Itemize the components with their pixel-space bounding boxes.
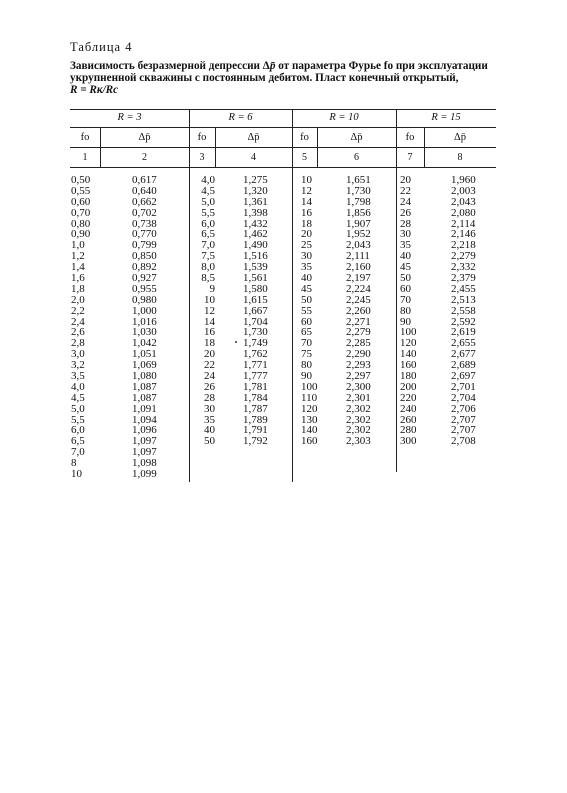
table-cell: 5,5 <box>71 413 85 426</box>
table-cell: 2,279 <box>451 250 476 263</box>
table-cell: 70 <box>301 337 312 350</box>
table-rule-top <box>70 109 496 110</box>
table-cell: 1,762 <box>243 348 268 361</box>
table-cell: 2,003 <box>451 184 476 197</box>
table-cell: 1,856 <box>346 206 371 219</box>
table-cell: 2,293 <box>346 359 371 372</box>
table-cell: 0,799 <box>132 239 157 252</box>
table-cell: 1,781 <box>243 380 268 393</box>
group-header-r3: R = 3 <box>117 112 142 123</box>
table-cell: 22 <box>400 184 411 197</box>
table-cell: 40 <box>400 250 411 263</box>
table-cell: 260 <box>400 413 417 426</box>
table-cell: 2,301 <box>346 391 371 404</box>
table-cell: 1,4 <box>71 261 85 274</box>
table-cell: 2,332 <box>451 261 476 274</box>
table-cell: 4,5 <box>201 184 215 197</box>
column-fo-r3 <box>71 175 101 480</box>
table-cell: 100 <box>400 326 417 339</box>
table-cell: 220 <box>400 391 417 404</box>
table-cell: 1,398 <box>243 206 268 219</box>
col-number-5: 5 <box>302 152 307 163</box>
table-cell: 10 <box>71 468 82 481</box>
table-cell: 2,146 <box>451 228 476 241</box>
table-label: Таблица 4 <box>70 40 133 54</box>
col-number-1: 1 <box>82 152 88 163</box>
table-cell: 100 <box>301 380 318 393</box>
subheader-fo-1: fo <box>80 132 90 143</box>
table-cell: 1,091 <box>132 402 157 415</box>
table-cell: 1,952 <box>346 228 371 241</box>
table-cell: 1,749 <box>243 337 268 350</box>
table-cell: 30 <box>204 402 215 415</box>
col-number-4: 4 <box>251 152 256 163</box>
table-cell: 1,097 <box>132 446 157 459</box>
table-cell: 1,792 <box>243 435 268 448</box>
table-cell: 35 <box>204 413 215 426</box>
table-cell: 2,114 <box>451 217 476 230</box>
table-cell: 1,787 <box>243 402 268 415</box>
table-cell: 2,271 <box>346 315 371 328</box>
table-cell: 5,0 <box>201 195 215 208</box>
table-cell: 2,677 <box>451 348 476 361</box>
table-cell: 280 <box>400 424 417 437</box>
table-cell: 2,043 <box>451 195 476 208</box>
table-cell: 160 <box>301 435 318 448</box>
table-cell: 2,655 <box>451 337 476 350</box>
table-cell: 0,70 <box>71 206 91 219</box>
table-cell: 1,561 <box>243 272 268 285</box>
group-header-r15: R = 15 <box>431 112 461 123</box>
table-cell: 1,361 <box>243 195 268 208</box>
table-cell: 0,617 <box>132 174 157 186</box>
table-cell: 2,2 <box>71 304 85 317</box>
table-cell: 0,662 <box>132 195 157 208</box>
table-cell: 8,5 <box>201 272 215 285</box>
table-cell: 2,379 <box>451 272 476 285</box>
table-cell: 2,160 <box>346 261 371 274</box>
col-number-7: 7 <box>407 152 413 163</box>
caption-line2: укрупненной скважины с постоянным дебитом. Пласт конечный открытый, <box>70 72 459 84</box>
stray-mark <box>235 341 237 343</box>
table-cell: 30 <box>301 250 312 263</box>
table-cell: 20 <box>400 174 411 186</box>
table-cell: 1,777 <box>243 370 268 383</box>
table-cell: 50 <box>400 272 411 285</box>
table-cell: 6,5 <box>201 228 215 241</box>
table-cell: 0,60 <box>71 195 91 208</box>
column-dp-r6 <box>243 175 288 447</box>
table-cell: 2,708 <box>451 435 476 448</box>
table-cell: 9 <box>209 282 215 295</box>
table-cell: 2,218 <box>451 239 476 252</box>
table-cell: 8,0 <box>201 261 215 274</box>
table-cell: 6,0 <box>201 217 215 230</box>
table-cell: 30 <box>400 228 411 241</box>
table-cell: 0,980 <box>132 293 157 306</box>
table-cell: 1,432 <box>243 217 268 230</box>
table-cell: 2,302 <box>346 402 371 415</box>
table-cell: 65 <box>301 326 312 339</box>
table-cell: 2,260 <box>346 304 371 317</box>
subheader-dp-3: Δp̄ <box>350 132 363 143</box>
table-cell: 240 <box>400 402 417 415</box>
table-cell: 200 <box>400 380 417 393</box>
table-cell: 55 <box>301 304 312 317</box>
table-caption <box>70 60 496 96</box>
table-cell: 1,771 <box>243 359 268 372</box>
table-cell: 24 <box>400 195 411 208</box>
table-cell: 160 <box>400 359 417 372</box>
table-cell: 1,016 <box>132 315 157 328</box>
table-cell: 7,0 <box>201 239 215 252</box>
table-cell: 80 <box>301 359 312 372</box>
table-cell: 7,0 <box>71 446 85 459</box>
table-cell: 1,798 <box>346 195 371 208</box>
table-cell: 0,640 <box>132 184 157 197</box>
table-cell: 1,099 <box>132 468 157 481</box>
table-cell: 1,960 <box>451 174 476 186</box>
table-cell: 2,619 <box>451 326 476 339</box>
table-cell: 22 <box>204 359 215 372</box>
table-cell: 50 <box>301 293 312 306</box>
table-cell: 20 <box>301 228 312 241</box>
table-cell: 2,224 <box>346 282 371 295</box>
table-cell: 2,6 <box>71 326 85 339</box>
table-cell: 0,55 <box>71 184 91 197</box>
table-cell: 2,111 <box>346 250 370 263</box>
table-cell: 3,5 <box>71 370 85 383</box>
column-dp-r15 <box>451 175 496 447</box>
table-cell: 26 <box>204 380 215 393</box>
table-cell: 16 <box>204 326 215 339</box>
table-cell: 2,4 <box>71 315 85 328</box>
table-cell: 80 <box>400 304 411 317</box>
table-cell: 3,2 <box>71 359 85 372</box>
table-cell: 1,000 <box>132 304 157 317</box>
table-cell: 1,462 <box>243 228 268 241</box>
table-cell: 2,302 <box>346 413 371 426</box>
subheader-dp-4: Δp̄ <box>453 132 466 143</box>
group-header-r6: R = 6 <box>228 112 253 123</box>
table-cell: 1,030 <box>132 326 157 339</box>
subheader-dp-1: Δp̄ <box>138 132 151 143</box>
table-cell: 1,275 <box>243 174 268 186</box>
table-cell: 4,0 <box>201 174 215 186</box>
table-cell: 120 <box>301 402 318 415</box>
subheader-fo-2: fo <box>197 132 207 143</box>
table-cell: 20 <box>204 348 215 361</box>
table-cell: 4,5 <box>71 391 85 404</box>
table-cell: 0,955 <box>132 282 157 295</box>
table-cell: 6,0 <box>71 424 85 437</box>
table-cell: 2,701 <box>451 380 476 393</box>
table-cell: 2,8 <box>71 337 85 350</box>
table-cell: 1,667 <box>243 304 268 317</box>
subheader-fo-3: fo <box>300 132 309 143</box>
table-cell: 45 <box>400 261 411 274</box>
table-cell: 2,300 <box>346 380 371 393</box>
table-cell: 2,290 <box>346 348 371 361</box>
table-cell: 5,0 <box>71 402 85 415</box>
table-cell: 1,2 <box>71 250 85 263</box>
table-cell: 26 <box>400 206 411 219</box>
column-fo-r10 <box>301 175 327 447</box>
table-cell: 1,730 <box>346 184 371 197</box>
table-cell: 12 <box>301 184 312 197</box>
table-cell: 1,6 <box>71 272 85 285</box>
table-cell: 70 <box>400 293 411 306</box>
table-cell: 140 <box>400 348 417 361</box>
table-cell: 10 <box>301 174 312 186</box>
table-cell: 2,303 <box>346 435 371 448</box>
table-cell: 1,080 <box>132 370 157 383</box>
table-cell: 2,285 <box>346 337 371 350</box>
table-cell: 130 <box>301 413 318 426</box>
table-cell: 2,689 <box>451 359 476 372</box>
column-dp-r3 <box>132 175 177 480</box>
table-cell: 1,516 <box>243 250 268 263</box>
table-cell: 24 <box>204 370 215 383</box>
table-cell: 0,770 <box>132 228 157 241</box>
table-cell: 0,90 <box>71 228 91 241</box>
table-cell: 2,279 <box>346 326 371 339</box>
table-cell: 14 <box>301 195 312 208</box>
table-cell: 0,738 <box>132 217 157 230</box>
table-cell: 90 <box>400 315 411 328</box>
table-cell: 1,490 <box>243 239 268 252</box>
table-cell: 1,098 <box>132 457 157 470</box>
table-cell: 1,539 <box>243 261 268 274</box>
col-number-3: 3 <box>199 152 205 163</box>
table-cell: 1,704 <box>243 315 268 328</box>
table-cell: 2,706 <box>451 402 476 415</box>
table-cell: 1,094 <box>132 413 157 426</box>
table-cell: 1,791 <box>243 424 268 437</box>
table-cell: 18 <box>204 337 215 350</box>
table-cell: 1,320 <box>243 184 268 197</box>
table-cell: 8 <box>71 457 77 470</box>
table-cell: 1,8 <box>71 282 85 295</box>
table-cell: 40 <box>301 272 312 285</box>
table-rule-numbers <box>70 167 496 168</box>
table-cell: 60 <box>400 282 411 295</box>
table-cell: 2,245 <box>346 293 371 306</box>
subheader-dp-2: Δp̄ <box>247 132 260 143</box>
table-cell: 1,0 <box>71 239 85 252</box>
table-cell: 45 <box>301 282 312 295</box>
table-cell: 2,197 <box>346 272 371 285</box>
table-cell: 0,892 <box>132 261 157 274</box>
table-cell: 1,069 <box>132 359 157 372</box>
table-cell: 18 <box>301 217 312 230</box>
table-cell: 300 <box>400 435 417 448</box>
table-cell: 1,087 <box>132 391 157 404</box>
table-cell: 4,0 <box>71 380 85 393</box>
table-cell: 2,592 <box>451 315 476 328</box>
table-cell: 1,651 <box>346 174 371 186</box>
table-cell: 2,297 <box>346 370 371 383</box>
table-cell: 3,0 <box>71 348 85 361</box>
table-cell: 2,513 <box>451 293 476 306</box>
table-cell: 1,907 <box>346 217 371 230</box>
table-cell: 1,580 <box>243 282 268 295</box>
group-header-r10: R = 10 <box>329 112 359 123</box>
table-cell: 0,927 <box>132 272 157 285</box>
table-cell: 25 <box>301 239 312 252</box>
table-cell: 140 <box>301 424 318 437</box>
table-cell: 1,087 <box>132 380 157 393</box>
table-cell: 90 <box>301 370 312 383</box>
table-cell: 110 <box>301 391 318 404</box>
table-cell: 0,702 <box>132 206 157 219</box>
table-cell: 60 <box>301 315 312 328</box>
table-cell: 6,5 <box>71 435 85 448</box>
table-cell: 35 <box>400 239 411 252</box>
table-cell: 0,80 <box>71 217 91 230</box>
table-cell: 1,730 <box>243 326 268 339</box>
table-cell: 0,850 <box>132 250 157 263</box>
table-cell: 2,455 <box>451 282 476 295</box>
column-dp-r10 <box>346 175 391 447</box>
table-cell: 7,5 <box>201 250 215 263</box>
column-fo-r15 <box>400 175 426 447</box>
table-cell: 40 <box>204 424 215 437</box>
column-fo-r6 <box>191 175 215 447</box>
table-divider-1 <box>189 109 190 482</box>
table-cell: 5,5 <box>201 206 215 219</box>
table-rule-subheaders <box>70 147 496 148</box>
table-cell: 1,784 <box>243 391 268 404</box>
table-cell: 1,789 <box>243 413 268 426</box>
col-number-6: 6 <box>354 152 359 163</box>
table-cell: 2,302 <box>346 424 371 437</box>
table-divider-2 <box>292 109 293 482</box>
table-cell: 16 <box>301 206 312 219</box>
table-divider-3 <box>396 109 397 472</box>
table-rule-groups <box>70 127 496 128</box>
col-number-8: 8 <box>457 152 463 163</box>
table-cell: 2,080 <box>451 206 476 219</box>
caption-line1-b: от параметра Фурье fo при эксплуатации <box>275 60 488 72</box>
caption-line1-a: Зависимость безразмерной депрессии Δ <box>70 60 270 72</box>
table-cell: 2,697 <box>451 370 476 383</box>
table-cell: 120 <box>400 337 417 350</box>
table-cell: 2,558 <box>451 304 476 317</box>
table-cell: 1,615 <box>243 293 268 306</box>
table-cell: 1,051 <box>132 348 157 361</box>
subheader-fo-4: fo <box>405 132 415 143</box>
table-cell: 28 <box>400 217 411 230</box>
table-cell: 10 <box>204 293 215 306</box>
table-cell: 75 <box>301 348 312 361</box>
col-number-2: 2 <box>142 152 147 163</box>
table-cell: 1,097 <box>132 435 157 448</box>
table-cell: 50 <box>204 435 215 448</box>
table-cell: 14 <box>204 315 215 328</box>
table-cell: 35 <box>301 261 312 274</box>
caption-line3: R = Rк/Rс <box>70 84 119 96</box>
table-cell: 2,704 <box>451 391 476 404</box>
table-cell: 2,707 <box>451 413 476 426</box>
table-cell: 12 <box>204 304 215 317</box>
table-cell: 0,50 <box>71 174 91 186</box>
table-cell: 2,043 <box>346 239 371 252</box>
table-cell: 2,707 <box>451 424 476 437</box>
table-cell: 2,0 <box>71 293 85 306</box>
table-cell: 180 <box>400 370 417 383</box>
caption-line1-p: p̄ <box>269 60 276 72</box>
table-cell: 1,042 <box>132 337 157 350</box>
table-cell: 1,096 <box>132 424 157 437</box>
table-cell: 28 <box>204 391 215 404</box>
